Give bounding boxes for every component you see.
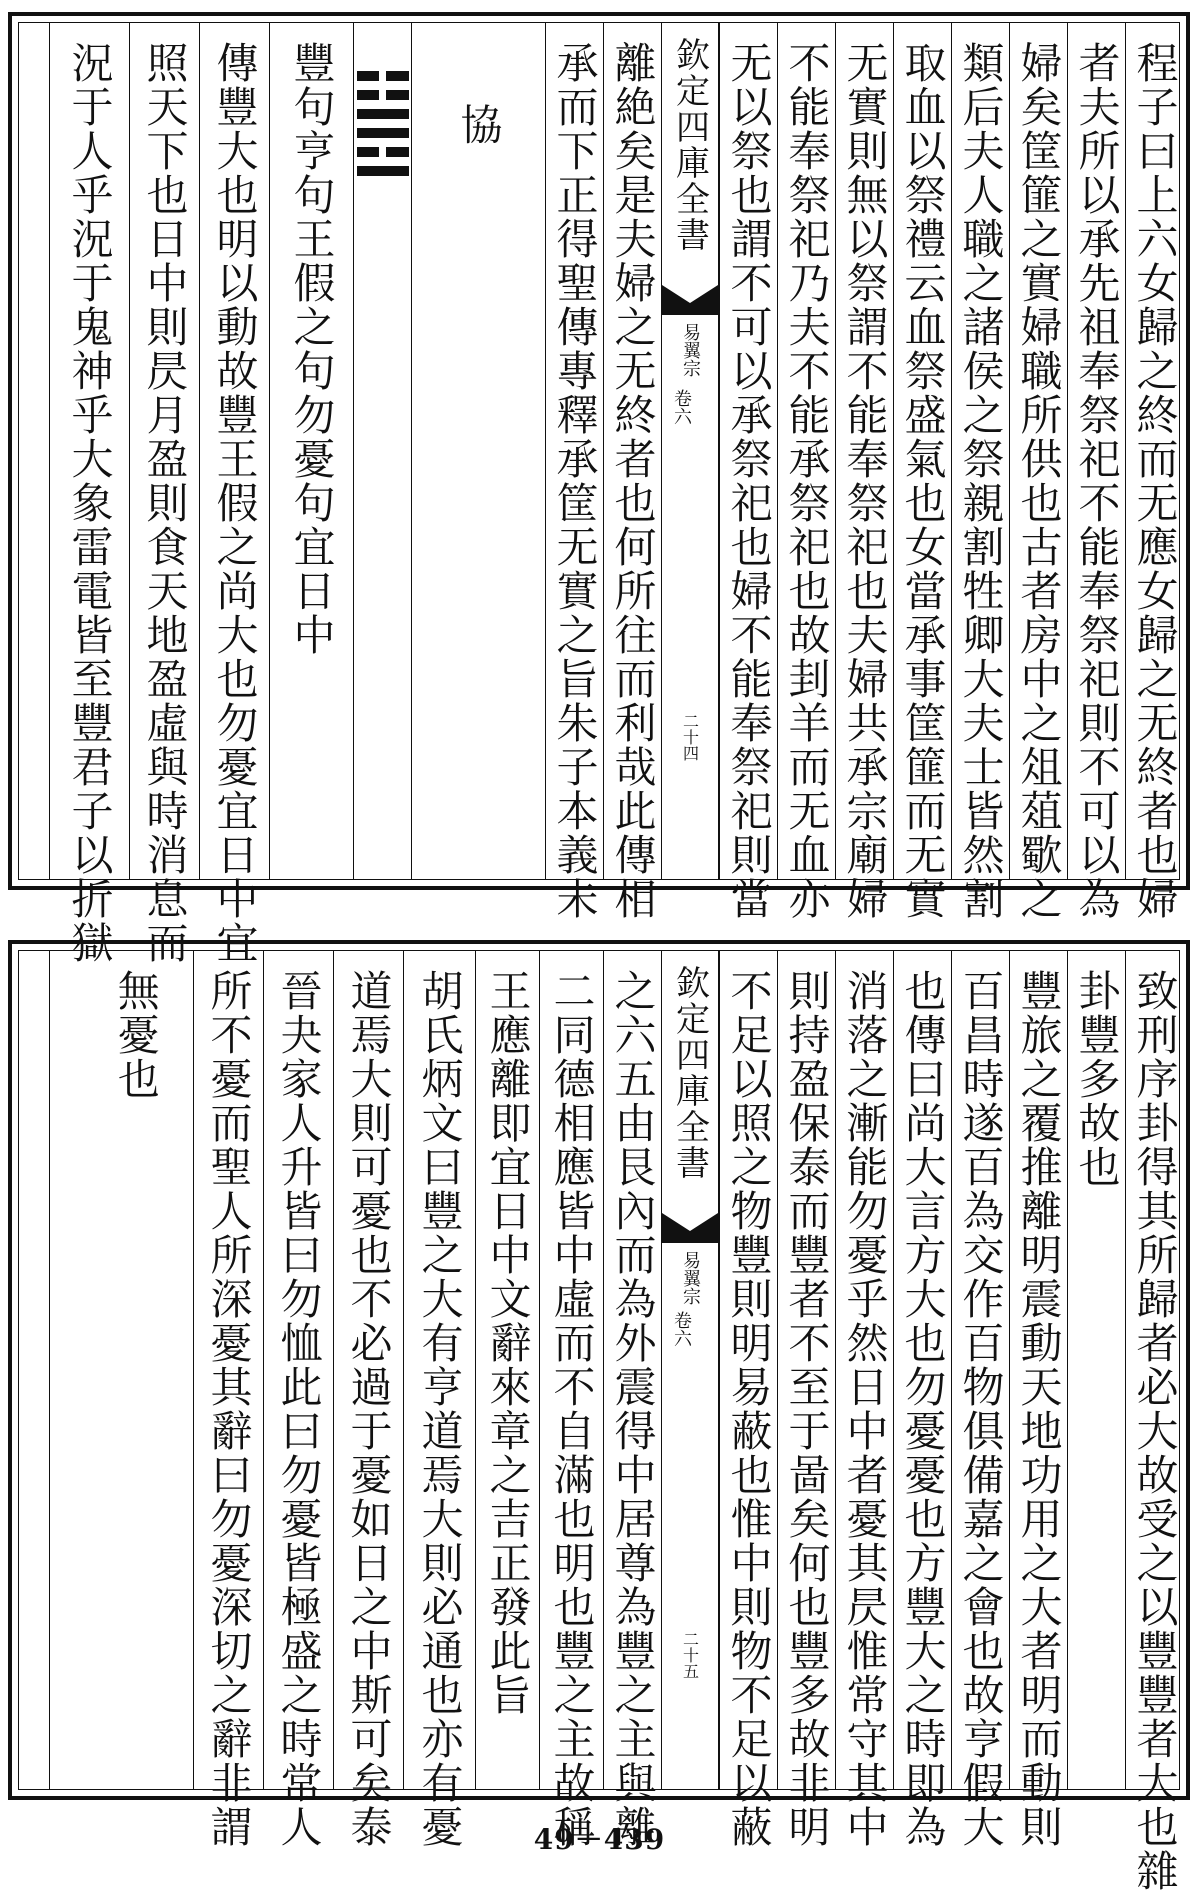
text-column (333, 951, 403, 1849)
text-column (411, 23, 545, 879)
column-text: 類后夫人職之諸侯之祭親割牲卿大夫士皆然割 (956, 41, 1006, 921)
column-text: 程子曰上六女歸之終而无應女歸之无終者也婦 (1130, 41, 1180, 921)
spine-page-number: 二十五 (680, 1631, 700, 1679)
text-column (893, 951, 951, 1849)
text-column (1009, 23, 1067, 921)
text-column (835, 23, 893, 921)
text-column (49, 951, 193, 1789)
text-column (893, 23, 951, 921)
column-text: 致刑序卦得其所歸者必大故受之以豐豐者大也雜 (1130, 969, 1180, 1893)
text-column (475, 951, 539, 1789)
text-column (129, 23, 199, 965)
text-column (403, 951, 475, 1849)
text-column (1125, 951, 1183, 1893)
page-spine (661, 951, 719, 1789)
spine-volume: 卷六 (671, 1311, 693, 1347)
column-text: 豐旅之覆推離明震動天地功用之大者明而動則 (1014, 969, 1064, 1849)
text-column (1125, 23, 1183, 921)
text-column (1009, 951, 1067, 1849)
column-text: 也傳曰尚大言方大也勿憂憂也方豐大之時即為 (898, 969, 948, 1849)
text-column (719, 951, 777, 1849)
column-text: 傳豐大也明以動故豐王假之尚大也勿憂宜日中宜 (210, 41, 260, 965)
column-text: 不能奉祭祀乃夫不能承祭祀也故刲羊而无血亦 (782, 41, 832, 921)
column-text: 離絶矣是夫婦之无終者也何所往而利哉此傳相 (608, 41, 658, 921)
text-column (951, 951, 1009, 1849)
hexagram-column (353, 23, 411, 879)
column-text: 照天下也日中則昃月盈則食天地盈虛與時消息而 (140, 41, 190, 965)
column-text: 无實則無以祭謂不能奉祭祀也夫婦共承宗廟婦 (840, 41, 890, 921)
spine-volume: 卷六 (671, 389, 693, 425)
column-text: 所不憂而聖人所深憂其辭曰勿憂深切之辭非謂 (204, 969, 254, 1849)
text-column (1067, 23, 1125, 921)
page-spine (661, 23, 719, 879)
reprint-page-number: 49－439 (533, 1823, 666, 1856)
text-column (835, 951, 893, 1849)
text-column (777, 23, 835, 921)
text-column (263, 951, 333, 1849)
fish-tail-mark (662, 285, 718, 315)
column-text: 道焉大則可憂也不必過于憂如日之中斯可矣泰 (344, 969, 394, 1849)
top-page-frame (18, 22, 1180, 965)
spine-title: 欽定四庫全書 (669, 965, 710, 1181)
column-text: 不足以照之物豐則明易蔽也惟中則物不足以蔽 (724, 969, 774, 1849)
column-text: 婦矣筐篚之實婦職所供也古者房中之俎葅歜之 (1014, 41, 1064, 921)
column-text: 之六五由艮內而為外震得中居尊為豐之主與離 (608, 969, 658, 1849)
column-text: 二同德相應皆中虛而不自滿也明也豐之主故稱 (547, 969, 597, 1849)
column-text: 承而下正得聖傳專釋承筐无實之旨朱子本義未 (550, 41, 600, 921)
spine-book: 易翼宗 (680, 1251, 701, 1305)
text-column (777, 951, 835, 1849)
column-text: 無憂也 (111, 969, 161, 1101)
column-text: 協 (454, 103, 504, 147)
column-text: 豐句亨句王假之句勿憂句宜日中 (287, 41, 337, 657)
column-text: 況于人乎況于鬼神乎大象雷電皆至豐君子以折獄 (65, 41, 115, 965)
fish-tail-mark (662, 1213, 718, 1243)
column-text: 胡氏炳文曰豐之大有亨道焉大則必通也亦有憂 (415, 969, 465, 1849)
column-text: 者夫所以承先祖奉祭祀不能奉祭祀則不可以為 (1072, 41, 1122, 921)
spine-title: 欽定四庫全書 (669, 37, 710, 253)
text-column (49, 23, 129, 965)
column-text: 王應離即宜日中文辭來章之吉正發此旨 (483, 969, 533, 1717)
text-column (199, 23, 269, 965)
text-column (603, 951, 661, 1849)
column-text: 百昌時遂百為交作百物俱備嘉之會也故亨假大 (956, 969, 1006, 1849)
spine-page-number: 二十四 (680, 713, 700, 761)
column-text: 則持盈保泰而豐者不至于啚矣何也豐多故非明 (782, 969, 832, 1849)
column-text: 晉夬家人升皆曰勿恤此曰勿憂皆極盛之時常人 (274, 969, 324, 1849)
text-column (1067, 951, 1125, 1789)
text-column (545, 23, 603, 921)
column-text: 取血以祭禮云血祭盛氣也女當承事筐篚而无實 (898, 41, 948, 921)
text-column (269, 23, 353, 879)
text-column (951, 23, 1009, 921)
column-text: 卦豐多故也 (1072, 969, 1122, 1189)
text-column (603, 23, 661, 921)
column-text: 消落之漸能勿憂乎然日中者憂其昃惟常守其中 (840, 969, 890, 1849)
text-column (719, 23, 777, 921)
feng-hexagram-icon (357, 71, 409, 185)
text-column (193, 951, 263, 1849)
column-text: 无以祭也謂不可以承祭祀也婦不能奉祭祀則當 (724, 41, 774, 921)
spine-book: 易翼宗 (680, 323, 701, 377)
text-column (539, 951, 603, 1849)
top-page-panel (8, 12, 1190, 965)
